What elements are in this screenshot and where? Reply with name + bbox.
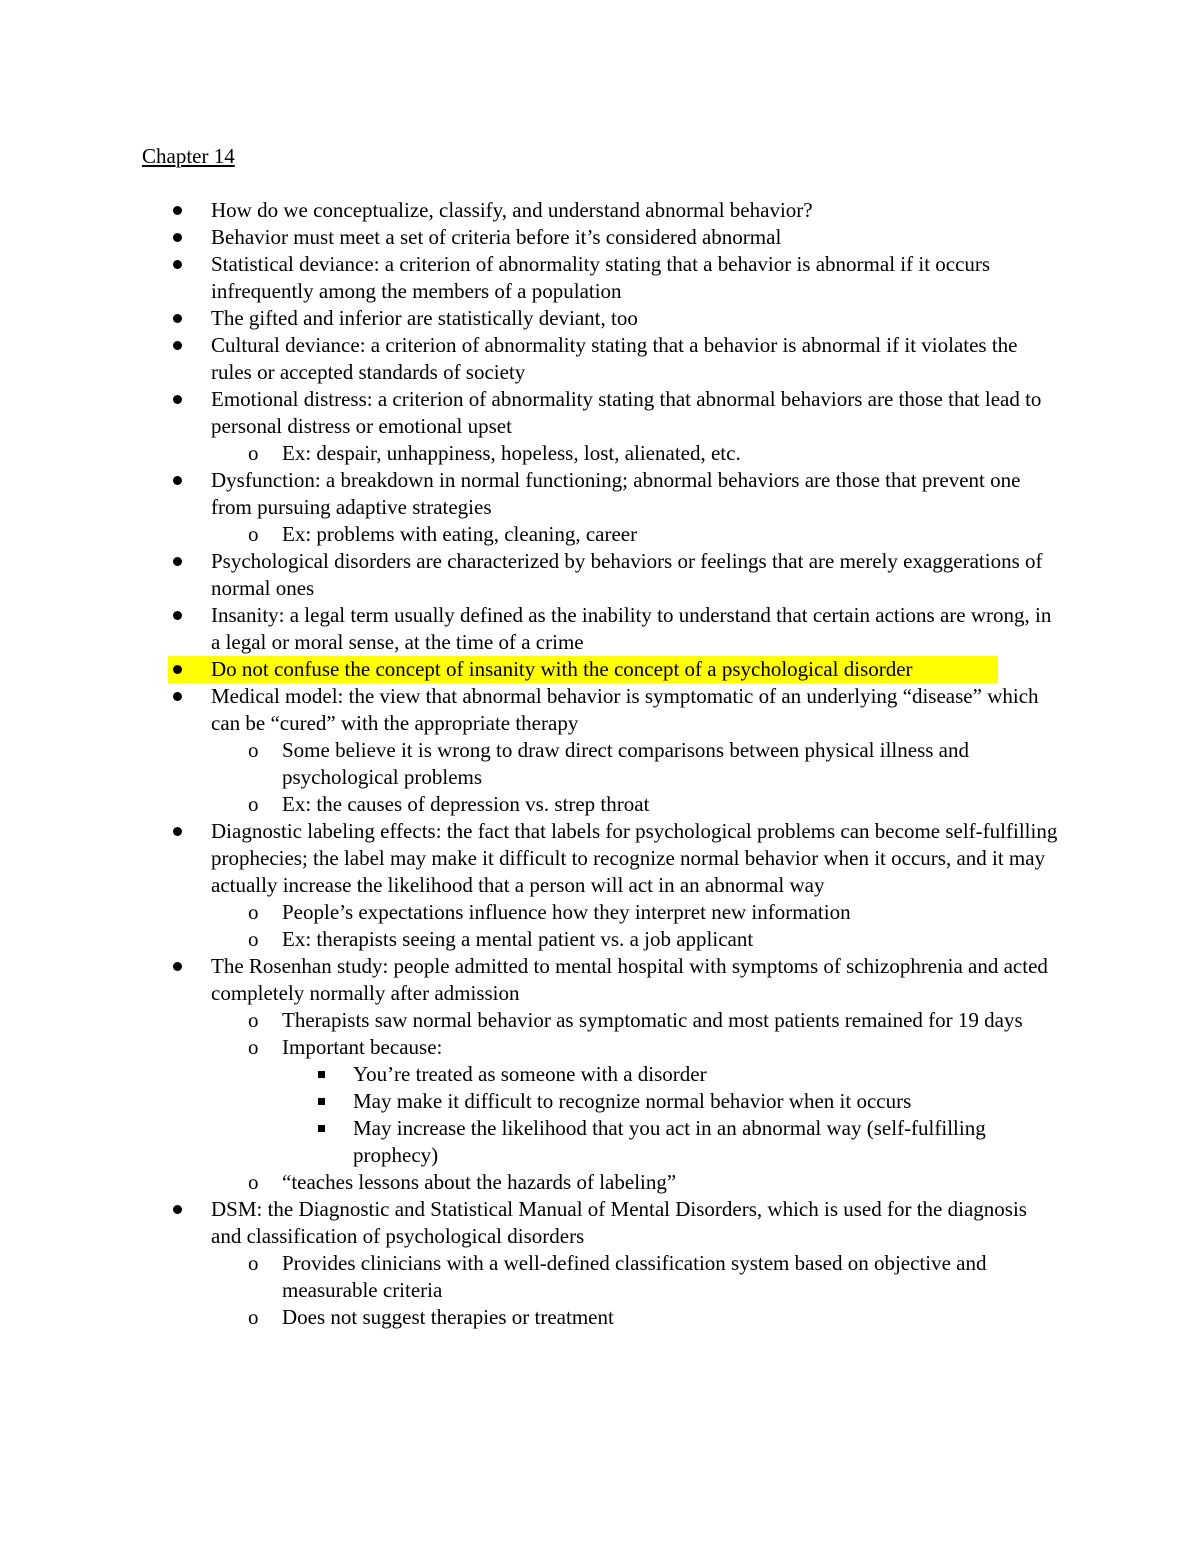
list-item: Cultural deviance: a criterion of abnormality stating that a behavior is abnormal if it violates the rules or accepted standards of society [0, 332, 1061, 386]
sub-list-item: o Therapists saw normal behavior as symptomatic and most patients remained for 19 days [248, 1008, 1023, 1032]
circle-bullet-icon: o [248, 792, 259, 816]
list-item: Psychological disorders are characterized by behaviors or feelings that are merely exaggerations of normal ones [0, 548, 1061, 602]
list-item: Statistical deviance: a criterion of abnormality stating that a behavior is abnormal if it occurs infrequently among the members of a population [0, 251, 1061, 305]
highlighted-list-item: Do not confuse the concept of insanity with the concept of a psychological disorder [0, 656, 1061, 683]
circle-bullet-icon: o [248, 1251, 259, 1275]
circle-bullet-icon: o [248, 1305, 259, 1329]
sub-list-item: o Does not suggest therapies or treatment [248, 1305, 614, 1329]
list-item: Medical model: the view that abnormal behavior is symptomatic of an underlying “disease” which can be “cured” with the appropriate therapy [0, 683, 1061, 737]
list-item: Emotional distress: a criterion of abnormality stating that abnormal behaviors are those that lead to personal distress or emotional upset [0, 386, 1061, 440]
page-title: Chapter 14 [142, 144, 235, 168]
list-item: Insanity: a legal term usually defined as the inability to understand that certain actions are wrong, in a legal or moral sense, at the time of a crime [0, 602, 1061, 656]
sub-list-item: o Ex: the causes of depression vs. strep throat [248, 792, 650, 816]
circle-bullet-icon: o [248, 927, 259, 951]
list-item: How do we conceptualize, classify, and understand abnormal behavior? [0, 197, 1061, 224]
list-item: The gifted and inferior are statistically deviant, too [0, 305, 1061, 332]
circle-bullet-icon: o [248, 522, 259, 546]
circle-bullet-icon: o [248, 900, 259, 924]
list-item: Diagnostic labeling effects: the fact that labels for psychological problems can become self-fulfilling prophecies; the label may make it difficult to recognize normal behavior when it occurs, and it may actually increase the likelihood that a person will act in an abnormal way [0, 818, 1061, 899]
circle-bullet-icon: o [248, 441, 259, 465]
bullet-list [0, 197, 1200, 1331]
sub-list-item: o People’s expectations influence how they interpret new information [248, 900, 851, 924]
sub-list-item: o Provides clinicians with a well-defined classification system based on objective and measurable criteria [248, 1251, 987, 1302]
circle-bullet-icon: o [248, 1035, 259, 1059]
sub-list-item: o Some believe it is wrong to draw direct comparisons between physical illness and psychological problems [248, 738, 970, 789]
sub-list-item: o Ex: despair, unhappiness, hopeless, lost, alienated, etc. [248, 441, 741, 465]
sub-sub-list-item: May make it difficult to recognize normal behavior when it occurs [0, 1088, 993, 1115]
list-item: Dysfunction: a breakdown in normal functioning; abnormal behaviors are those that prevent one from pursuing adaptive strategies [0, 467, 1061, 521]
list-item: DSM: the Diagnostic and Statistical Manual of Mental Disorders, which is used for the diagnosis and classification of psychological disorders [0, 1196, 1061, 1250]
sub-list-item: o Important because: [248, 1035, 443, 1059]
circle-bullet-icon: o [248, 738, 259, 762]
circle-bullet-icon: o [248, 1008, 259, 1032]
sub-sub-list-item: You’re treated as someone with a disorder [0, 1061, 993, 1088]
sub-list-item: o “teaches lessons about the hazards of labeling” [248, 1170, 677, 1194]
list-item: Behavior must meet a set of criteria before it’s considered abnormal [0, 224, 1061, 251]
list-item: The Rosenhan study: people admitted to mental hospital with symptoms of schizophrenia and acted completely normally after admission [0, 953, 1061, 1007]
circle-bullet-icon: o [248, 1170, 259, 1194]
sub-list-item: o Ex: therapists seeing a mental patient vs. a job applicant [248, 927, 754, 951]
sub-sub-list-item: May increase the likelihood that you act in an abnormal way (self-fulfilling prophecy) [0, 1115, 993, 1169]
sub-list-item: o Ex: problems with eating, cleaning, career [248, 522, 638, 546]
